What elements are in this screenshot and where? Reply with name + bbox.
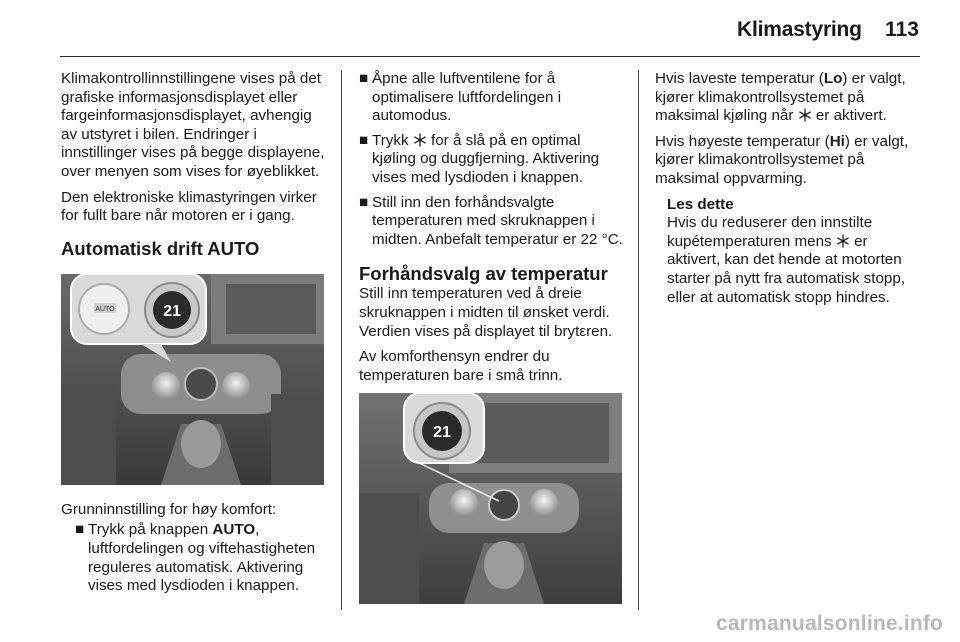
note-text — [667, 214, 923, 307]
bullet-marker: ■ — [75, 521, 85, 539]
bullet-text-pre: Trykk på knappen — [88, 521, 213, 539]
text-span: er aktivert. — [811, 107, 887, 125]
intro-paragraph: Klimakontrollinnstillingene vises på det grafiske informasjonsdisplayet eller fargeinformasjonsdisplayet, avhengig av utstyret i bilen. Endringer i innstillinger vises på begge displayene, over menyen som vises for øyeblikket. — [61, 70, 325, 180]
bullet-text-post: , luftfordelingen og viftehastigheten reguleres automatisk. Aktivering vises med lysdioden i knappen. — [88, 521, 316, 595]
temperature-display: 21 — [163, 302, 181, 320]
page-title: Klimastyring — [737, 18, 862, 41]
watermark: carmanualsonline.info — [716, 612, 944, 635]
text-span: Hvis høyeste temperatur ( — [655, 132, 830, 150]
bullet-marker: ■ — [359, 70, 369, 87]
bullet-marker: ■ — [359, 131, 369, 149]
note-title: Les dette — [667, 195, 734, 213]
column-3 — [655, 70, 923, 307]
column-divider-2 — [638, 70, 639, 610]
bullet-temperature — [359, 194, 624, 250]
climate-panel-illustration — [61, 274, 324, 485]
low-temperature-paragraph — [655, 70, 923, 126]
bullet-marker: ■ — [359, 193, 369, 211]
text-span: ) er valgt, kjører klimakontrollsystemet på maksimal oppvarming. — [655, 132, 909, 187]
figure-auto-mode — [61, 274, 324, 485]
intro-paragraph-2: Den elektroniske klimastyringen virker for fullt bare når motoren er i gang. — [61, 188, 317, 225]
bullet-cooling — [359, 132, 624, 188]
snowflake-icon — [836, 234, 850, 248]
snowflake-icon — [798, 108, 812, 122]
column-1 — [61, 70, 326, 602]
column-2 — [359, 70, 624, 604]
section-heading-auto: Automatisk drift AUTO — [61, 237, 260, 259]
text-span: er aktivert, kan det hende at motorten starter på nytt fra automatisk stopp, eller at automatisk stopp hindres. — [667, 232, 906, 306]
page-number: 113 — [885, 18, 919, 41]
header-rule — [60, 56, 920, 57]
high-temperature-paragraph — [655, 133, 923, 189]
basic-setting-text: Grunninnstilling for høy komfort: — [61, 500, 277, 518]
bullet-text: for å slå på en optimal kjøling og duggfjerning. Aktivering vises med lysdioden i knappen. — [372, 131, 600, 186]
bullet-text-pre: Trykk — [372, 131, 413, 149]
text-span: Hvis laveste temperatur ( — [655, 70, 824, 87]
text-span: ) er valgt, kjører klimakontrollsystemet på maksimal kjøling når — [655, 70, 906, 125]
column-divider-1 — [341, 70, 342, 610]
lo-keyword: Lo — [823, 70, 843, 87]
figure-temperature-knob — [359, 393, 622, 604]
auto-keyword: AUTO — [212, 521, 256, 539]
bullet-vents — [359, 70, 624, 126]
hi-keyword: Hi — [829, 132, 845, 150]
section-heading-temperature: Forhåndsvalg av temperatur — [359, 263, 608, 285]
bullet-text: Åpne alle luftventilene for å optimalisere luftfordelingen i automodus. — [372, 70, 562, 125]
temperature-display: 21 — [433, 424, 451, 442]
temperature-paragraph-1: Still inn temperaturen ved å dreie skruknappen i midten til ønsket verdi. Verdien vises på displayet til brytεren. — [359, 285, 613, 340]
text-span: Hvis du reduserer den innstilte kupétemperaturen mens — [667, 214, 873, 250]
bullet-text: Still inn den forhåndsvalgte temperaturen med skruknappen i midten. Anbefalt temperatur er 22 °C. — [372, 193, 623, 248]
temperature-knob-illustration — [359, 393, 622, 604]
snowflake-icon — [413, 133, 427, 147]
note-box — [655, 196, 923, 308]
bullet-auto — [61, 521, 326, 595]
temperature-paragraph-2: Av komforthensyn endrer du temperaturen bare i små trinn. — [359, 348, 563, 384]
auto-button-label: AUTO — [95, 305, 115, 313]
